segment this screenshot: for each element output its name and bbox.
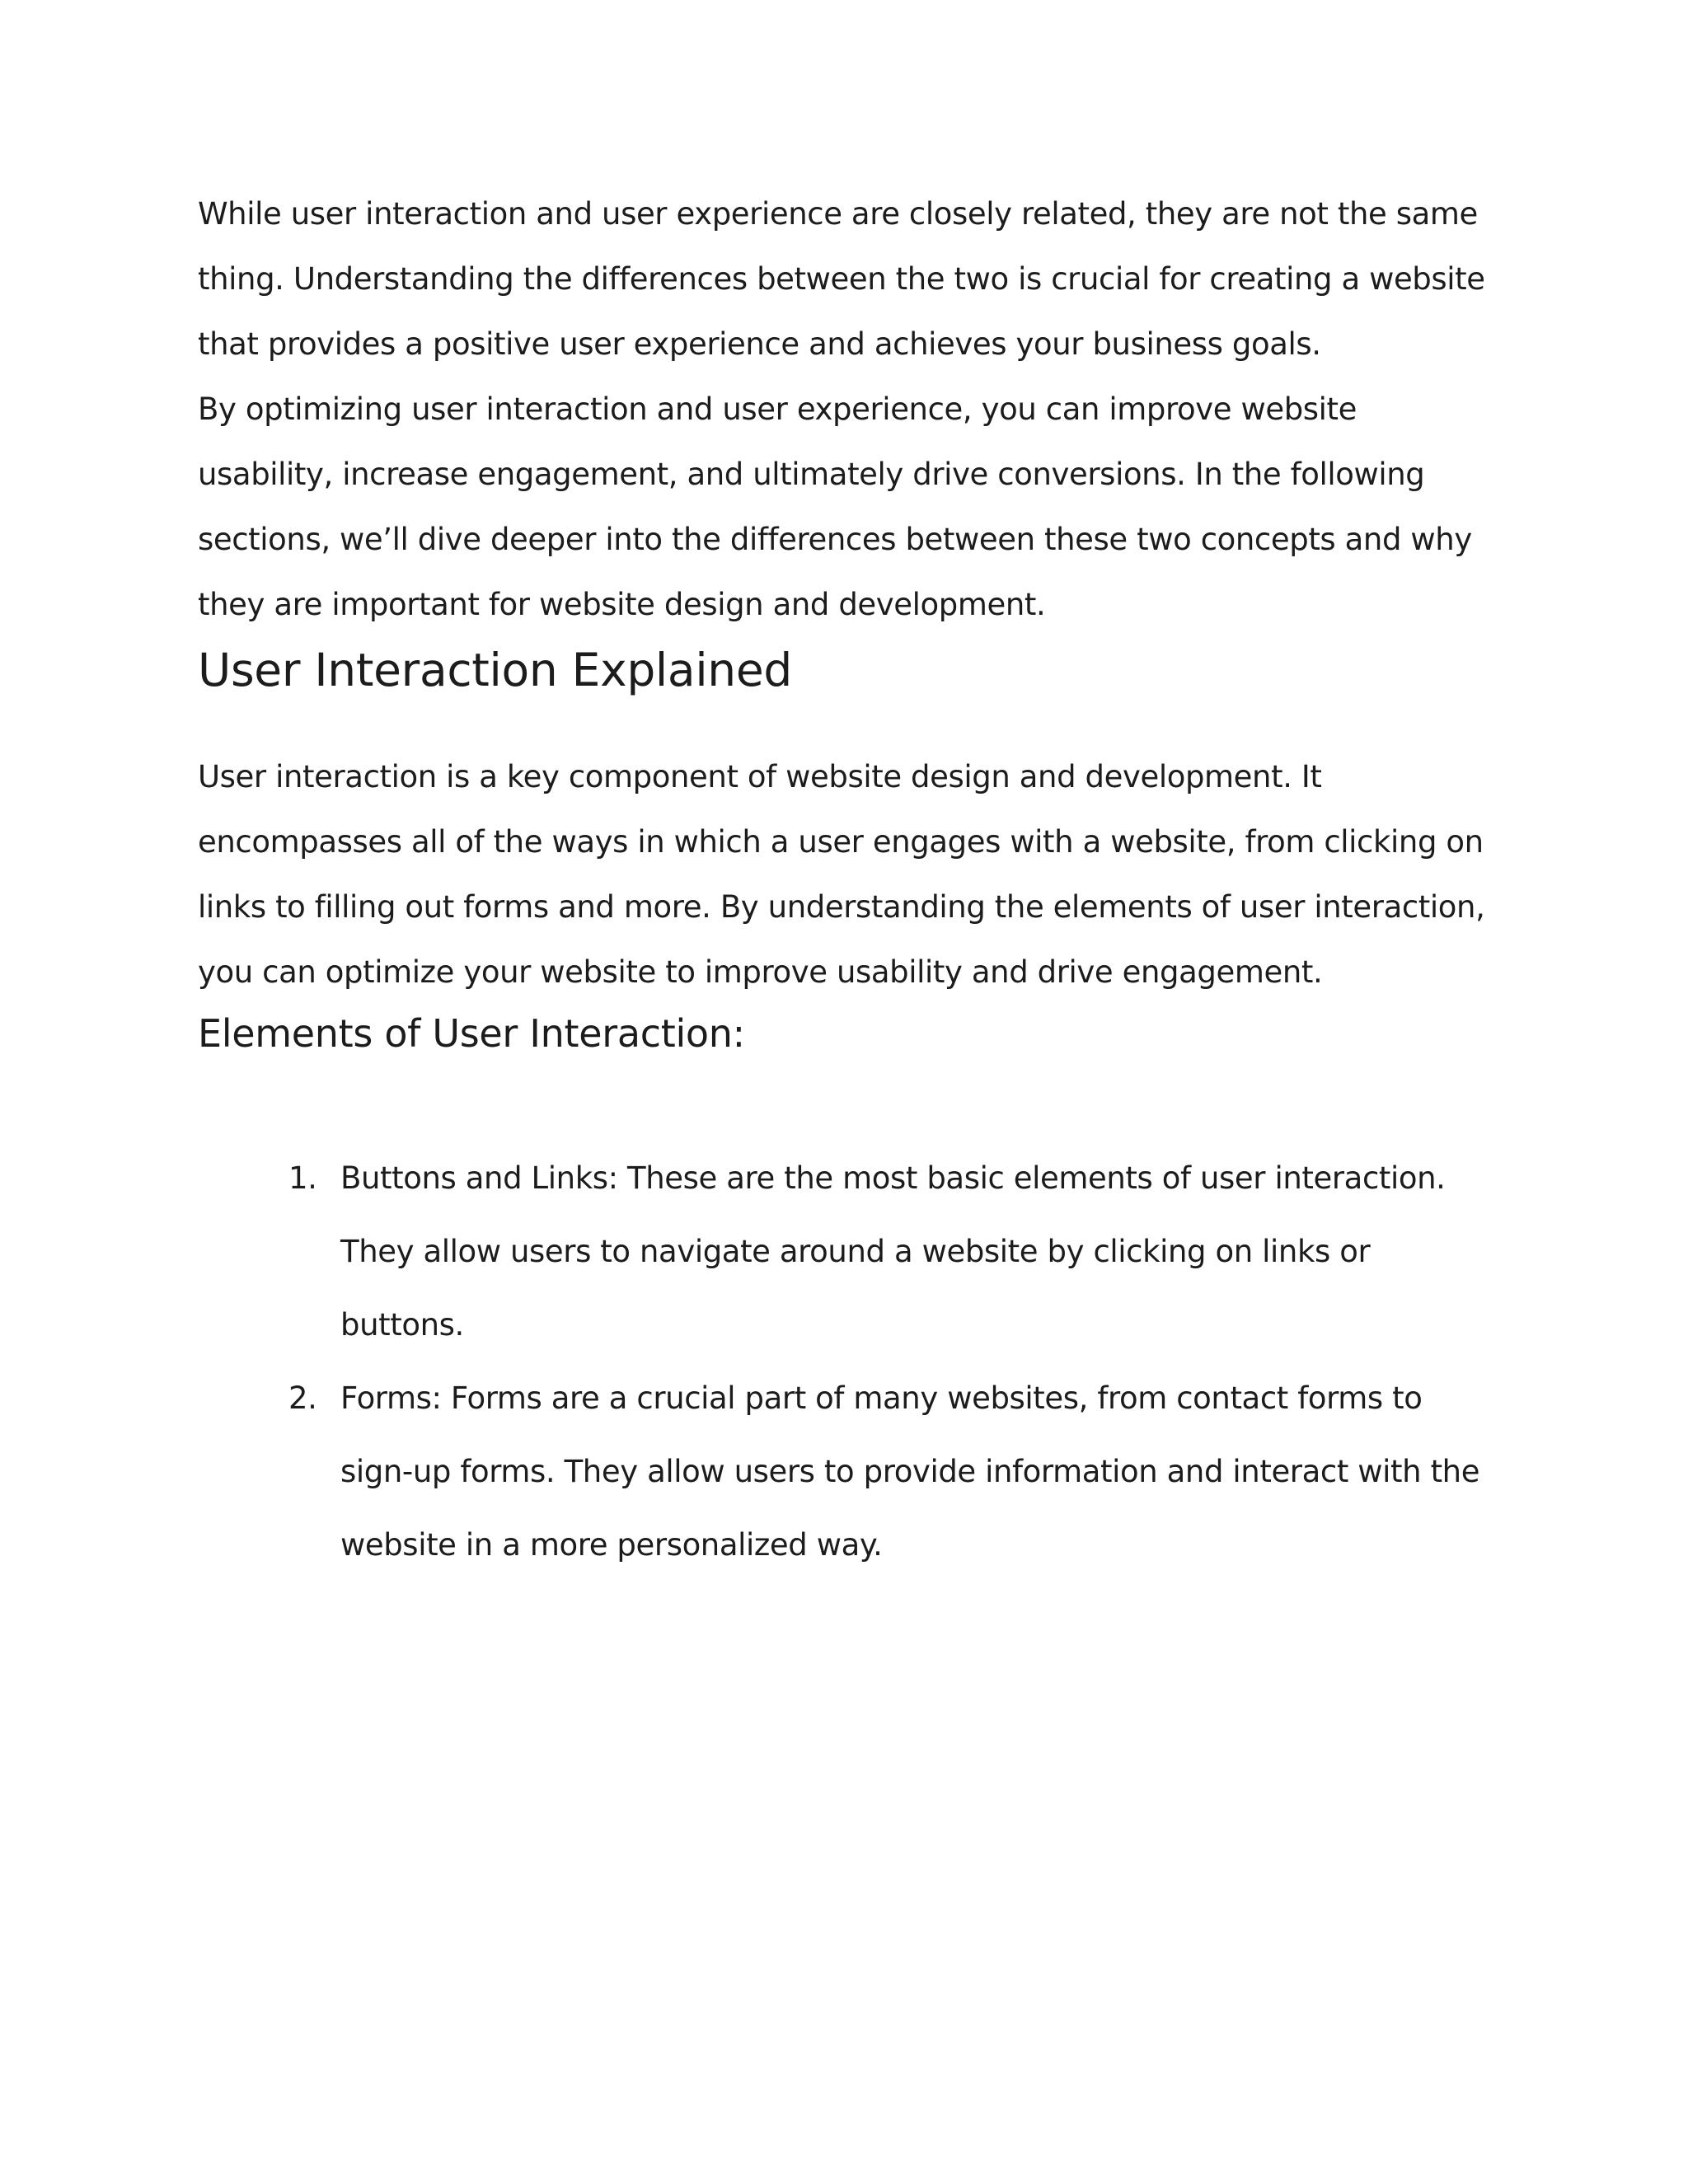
list-item-text: Forms: Forms are a crucial part of many websites, from contact forms to sign-up forms. They allow users to provide information and interact with the website in a more personalized way. xyxy=(340,1380,1480,1563)
intro-paragraph-2: By optimizing user interaction and user experience, you can improve website usability, increase engagement, and ultimately drive conversions. In the following sections, we’ll dive deeper into the differences between these two concepts and why they are important for website design and development. xyxy=(198,391,1472,622)
intro-paragraph-1: While user interaction and user experience are closely related, they are not the same thing. Understanding the differences between the two is crucial for creating a website that provides a positive user experience and achieves your business goals. xyxy=(198,196,1485,362)
list-item-number: 2. xyxy=(288,1380,317,1416)
section-paragraph: User interaction is a key component of website design and development. It encompasses all of the ways in which a user engages with a website, from clicking on links to filling out forms and more. By understanding the elements of user interaction, you can optimize your website to improve usability and drive engagement. xyxy=(198,759,1485,990)
subsection-heading: Elements of User Interaction: xyxy=(198,1011,745,1056)
list-item-text: Buttons and Links: These are the most basic elements of user interaction. They allow users to navigate around a website by clicking on links or buttons. xyxy=(340,1160,1446,1343)
list-item-number: 1. xyxy=(288,1160,317,1196)
document-content xyxy=(198,181,1500,1582)
list-item xyxy=(198,1361,1500,1582)
elements-list xyxy=(198,1141,1500,1582)
list-item xyxy=(198,1141,1500,1361)
section-heading: User Interaction Explained xyxy=(198,644,793,696)
